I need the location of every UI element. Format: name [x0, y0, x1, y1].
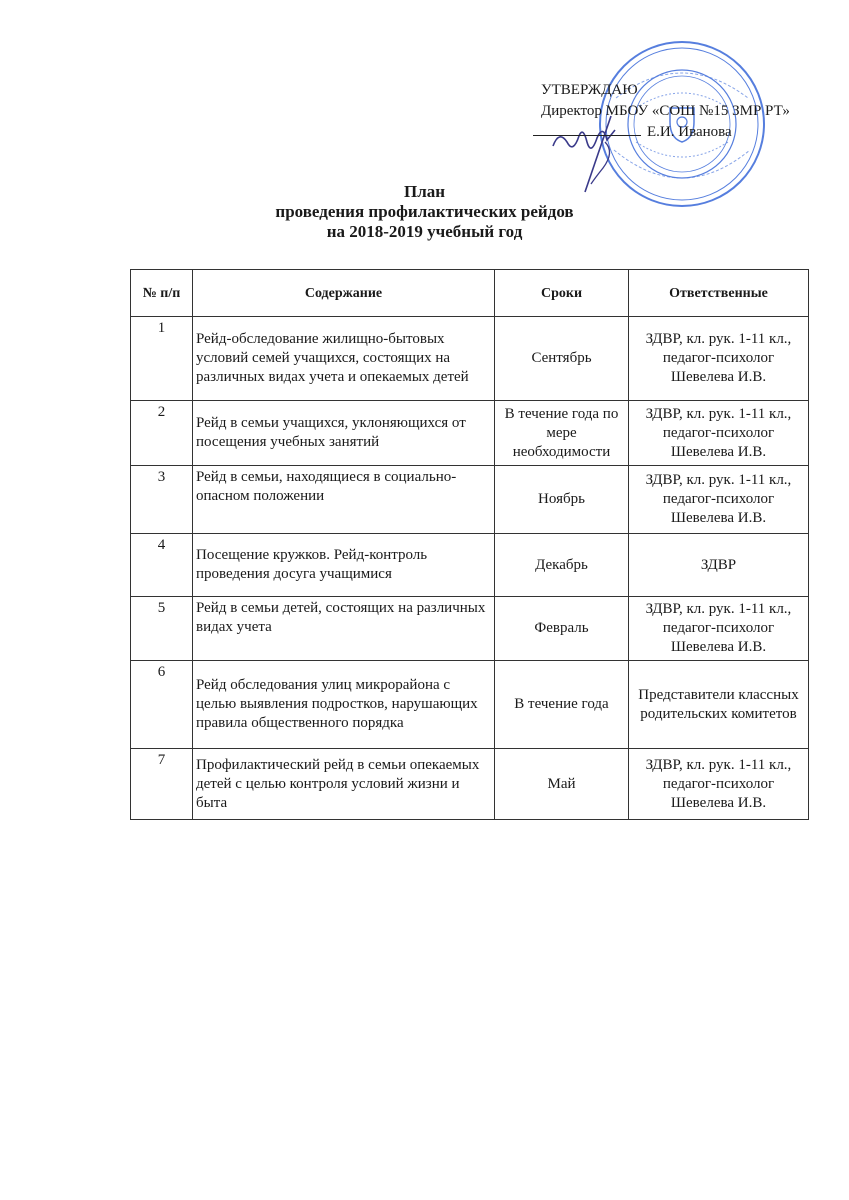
row-responsible: ЗДВР	[629, 534, 809, 597]
row-responsible: ЗДВР, кл. рук. 1-11 кл., педагог-психолог Шевелева И.В.	[629, 597, 809, 661]
row-number: 2	[131, 401, 193, 466]
row-content: Рейд в семьи детей, состоящих на различных видах учета	[193, 597, 495, 661]
table-row	[131, 749, 809, 820]
row-number: 4	[131, 534, 193, 597]
table-row	[131, 466, 809, 534]
row-date: Ноябрь	[495, 466, 629, 534]
title-line-3: на 2018-2019 учебный год	[326, 222, 523, 241]
header-number: № п/п	[131, 270, 193, 317]
row-date: В течение года по мере необходимости	[495, 401, 629, 466]
table-row	[131, 401, 809, 466]
row-number: 7	[131, 749, 193, 820]
table-row	[131, 534, 809, 597]
row-number: 6	[131, 661, 193, 749]
row-date: Сентябрь	[495, 317, 629, 401]
row-content: Профилактический рейд в семьи опекаемых детей с целью контроля условий жизни и быта	[193, 749, 495, 820]
row-responsible: ЗДВР, кл. рук. 1-11 кл., педагог-психолог Шевелева И.В.	[629, 749, 809, 820]
raids-plan-table	[130, 269, 809, 820]
row-content: Рейд в семьи учащихся, уклоняющихся от посещения учебных занятий	[193, 401, 495, 466]
approval-director: Директор МБОУ «СОШ №15 ЗМР РТ»	[541, 103, 790, 119]
row-responsible: ЗДВР, кл. рук. 1-11 кл., педагог-психолог Шевелева И.В.	[629, 317, 809, 401]
row-content: Рейд обследования улиц микрорайона с целью выявления подростков, нарушающих правила общественного порядка	[193, 661, 495, 749]
row-number: 3	[131, 466, 193, 534]
row-responsible: Представители классных родительских комитетов	[629, 661, 809, 749]
title-line-1: План	[403, 182, 446, 201]
row-content: Рейд в семьи, находящиеся в социально-опасном положении	[193, 466, 495, 534]
row-date: Февраль	[495, 597, 629, 661]
document-title	[0, 182, 849, 242]
table-row	[131, 597, 809, 661]
row-responsible: ЗДВР, кл. рук. 1-11 кл., педагог-психолог Шевелева И.В.	[629, 401, 809, 466]
row-content: Рейд-обследование жилищно-бытовых условий семей учащихся, состоящих на различных видах учета и опекаемых детей	[193, 317, 495, 401]
row-date: Май	[495, 749, 629, 820]
row-number: 5	[131, 597, 193, 661]
header-content: Содержание	[193, 270, 495, 317]
approval-signature-row	[531, 122, 790, 143]
row-date: В течение года	[495, 661, 629, 749]
row-number: 1	[131, 317, 193, 401]
title-line-2: проведения профилактических рейдов	[275, 202, 574, 221]
row-responsible: ЗДВР, кл. рук. 1-11 кл., педагог-психолог Шевелева И.В.	[629, 466, 809, 534]
header-responsible: Ответственные	[629, 270, 809, 317]
signature-line	[533, 135, 641, 136]
approval-block	[541, 80, 790, 143]
table-row	[131, 661, 809, 749]
header-dates: Сроки	[495, 270, 629, 317]
approval-heading: УТВЕРЖДАЮ	[541, 82, 638, 98]
table-row	[131, 317, 809, 401]
row-date: Декабрь	[495, 534, 629, 597]
row-content: Посещение кружков. Рейд-контроль проведения досуга учащимися	[193, 534, 495, 597]
approval-name: Е.И. Иванова	[647, 124, 732, 140]
table-header-row	[131, 270, 809, 317]
